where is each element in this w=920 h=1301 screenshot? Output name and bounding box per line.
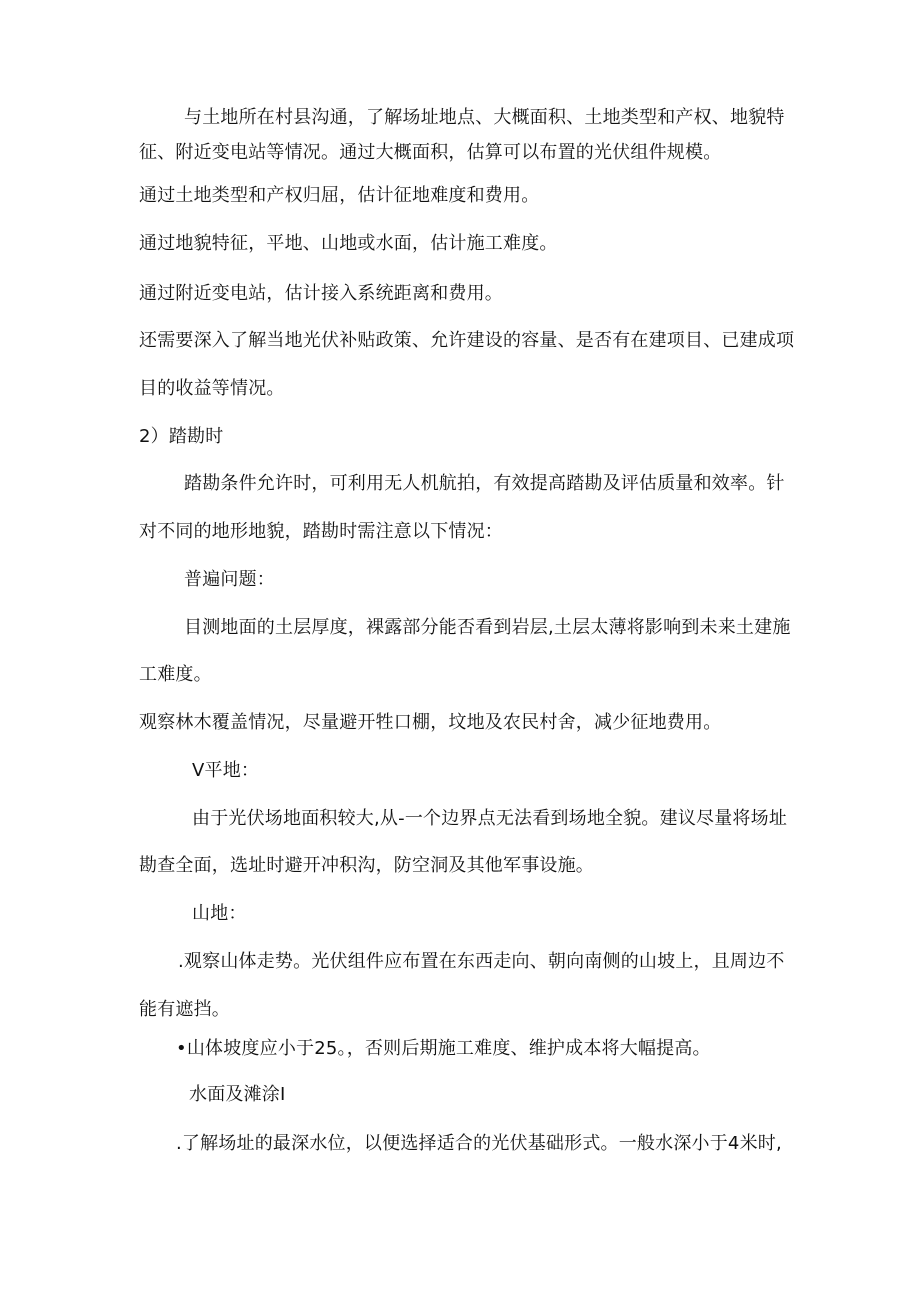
paragraph-line: 由于光伏场地面积较大,从-一个边界点无法看到场地全貌。建议尽量将场址 [192, 808, 788, 829]
paragraph-line: 对不同的地形地貌，踏勘时需注意以下情况： [139, 521, 503, 542]
paragraph-line: .了解场址的最深水位，以便选择适合的光伏基础形式。一般水深小于4米时, [176, 1133, 782, 1154]
paragraph-line: 勘查全面，选址时避开冲积沟，防空洞及其他军事设施。 [139, 855, 594, 876]
paragraph-line: 征、附近变电站等情况。通过大概面积，估算可以布置的光伏组件规模。 [139, 142, 722, 163]
paragraph-line: 目的收益等情况。 [139, 378, 285, 399]
paragraph-line: 能有遮挡。 [139, 999, 230, 1020]
paragraph-line: 通过土地类型和产权归屈，估计征地难度和费用。 [139, 185, 540, 206]
paragraph-line: 通过附近变电站，估计接入系统距离和费用。 [139, 283, 503, 304]
bullet-line: •山体坡度应小于25。，否则后期施工难度、维护成本将大幅提高。 [176, 1038, 711, 1059]
paragraph-line: 目测地面的土层厚度，裸露部分能否看到岩层,土层太薄将影响到未来土建施 [184, 617, 791, 638]
paragraph-line: 踏勘条件允许时，可利用无人机航拍，有效提高踏勘及评估质量和效率。针 [184, 473, 785, 494]
subheading: 山地： [192, 903, 247, 924]
subheading: 水面及滩涂I [189, 1084, 286, 1105]
paragraph-line: 工难度。 [139, 664, 212, 685]
paragraph-line: .观察山体走势。光伏组件应布置在东西走向、朝向南侧的山坡上，且周边不 [178, 951, 785, 972]
subheading: 普遍问题： [184, 569, 275, 590]
paragraph-line: 观察林木覆盖情况，尽量避开牲口棚，坟地及农民村舍，减少征地费用。 [139, 712, 722, 733]
paragraph-line: 通过地貌特征，平地、山地或水面，估计施工难度。 [139, 233, 558, 254]
section-heading: 2）踏勘时 [139, 426, 224, 447]
subheading: V平地： [192, 760, 260, 781]
paragraph-line: 与土地所在村县沟通，了解场址地点、大概面积、土地类型和产权、地貌特 [184, 107, 785, 128]
paragraph-line: 还需要深入了解当地光伏补贴政策、允许建设的容量、是否有在建项目、已建成项 [139, 330, 795, 351]
